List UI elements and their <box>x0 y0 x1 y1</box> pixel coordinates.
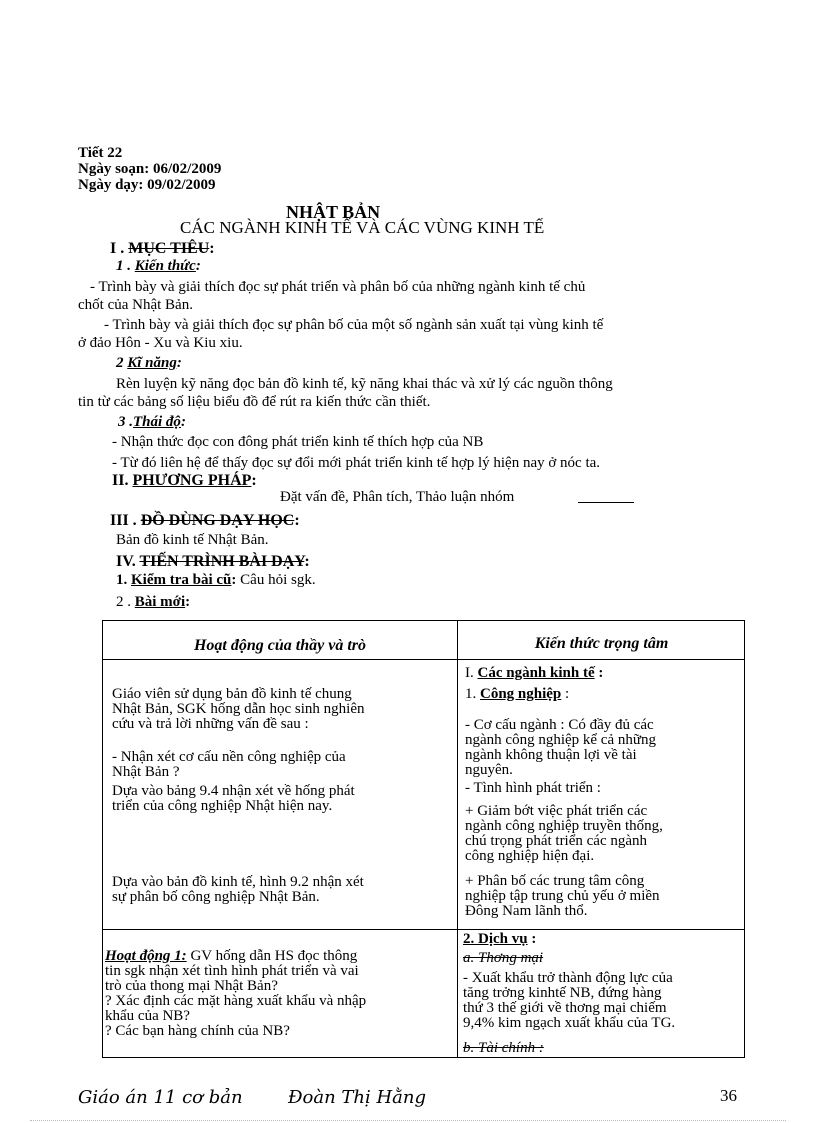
section-procedure <box>116 553 310 571</box>
text-line: ngành công nghiệp truyền thống, <box>465 818 663 834</box>
skills-line-1: Rèn luyện kỹ năng đọc bản đồ kinh tế, kỹ năng khai thác và xử lý các nguồn thông <box>116 376 613 392</box>
heading-services <box>463 932 536 947</box>
text-line: Đông Nam lãnh thổ. <box>465 903 588 919</box>
subsection-heading: Thái độ <box>133 414 181 430</box>
subsection-suffix: : <box>180 414 186 430</box>
section-heading: TIẾN TRÌNH BÀI DẠY <box>139 553 305 570</box>
heading-suffix: : <box>561 686 570 702</box>
text-line: ? Xác định các mặt hàng xuất khẩu và nhập <box>105 993 367 1009</box>
text-line: công nghiệp hiện đại. <box>465 848 595 864</box>
text-line: Giáo viên sử dụng bản đồ kinh tế chung <box>112 686 352 702</box>
table-row-1-activity-para-2 <box>112 750 346 780</box>
section-heading: ĐỒ DÙNG DẠY HỌC <box>140 512 295 529</box>
subsection-prefix: 2 <box>116 355 128 371</box>
heading-trade: a. Thơng mại <box>463 950 544 966</box>
subsection-prefix: 1 . <box>116 258 135 274</box>
subsection-attitude <box>118 414 186 431</box>
knowledge-item-1-line-1: - Trình bày và giải thích đọc sự phát triển và phân bố của những ngành kinh tế chủ <box>90 279 586 295</box>
item-suffix: : <box>231 572 241 588</box>
taught-date: Ngày dạy: 09/02/2009 <box>78 177 216 193</box>
lesson-number: Tiết 22 <box>78 145 123 161</box>
page-title: NHẬT BẢN <box>286 202 381 222</box>
table-header-knowledge: Kiến thức trọng tâm <box>534 635 669 652</box>
subsection-heading: Kĩ năng <box>127 355 177 371</box>
text-line: thứ 3 thế giới về thơng mại chiếm <box>463 1000 667 1016</box>
industry-development-label: - Tình hình phát triển : <box>465 780 601 796</box>
heading-finance: b. Tài chính : <box>463 1040 544 1056</box>
page-subtitle: CÁC NGÀNH KINH TẾ VÀ CÁC VÙNG KINH TẾ <box>180 218 545 237</box>
item-text: Câu hỏi sgk. <box>240 572 316 588</box>
section-objectives <box>110 240 215 258</box>
knowledge-item-2-line-2: ở đảo Hôn - Xu và Kiu xiu. <box>78 335 243 351</box>
heading-industry <box>465 687 569 702</box>
industry-structure <box>465 718 656 778</box>
section-suffix: : <box>251 472 257 489</box>
table-row-1-activity-para-1 <box>112 687 364 732</box>
subsection-prefix: 3 . <box>118 414 133 430</box>
item-suffix: : <box>185 594 191 610</box>
text-line: Nhật Bản, SGK hống dẫn học sinh nghiên <box>112 701 365 717</box>
text-line: Nhật Bản ? <box>112 764 180 780</box>
table-column-divider <box>457 621 458 1057</box>
subsection-suffix: : <box>195 258 201 274</box>
prepared-date: Ngày soạn: 06/02/2009 <box>78 161 222 177</box>
item-label: Kiểm tra bài cũ <box>131 572 232 588</box>
skills-line-2: tin từ các bảng số liệu biểu đồ để rút ra kiến thức cần thiết. <box>78 394 431 410</box>
table-row-1-activity-para-3 <box>112 784 355 814</box>
section-heading: PHƯƠNG PHÁP <box>132 472 252 489</box>
industry-development <box>465 804 663 864</box>
attitude-item-2: - Từ đó liên hệ để thấy đọc sự đổi mới phát triển kinh tế hợp lý hiện nay ở nóc ta. <box>112 455 601 471</box>
section-prefix: IV. <box>116 553 140 570</box>
text-line: cứu và trả lời những vấn đề sau : <box>112 716 309 732</box>
text-line: tin sgk nhận xét tình hình phát triển và vai <box>105 963 359 979</box>
section-suffix: : <box>294 512 300 529</box>
text-line: ? Các bạn hàng chính của NB? <box>105 1023 290 1039</box>
text-line <box>105 949 366 964</box>
text-line: nguyên. <box>465 762 513 778</box>
text-line: - Xuất khẩu trở thành động lực của <box>463 970 673 986</box>
knowledge-item-2-line-1: - Trình bày và giải thích đọc sự phân bố của một số ngành sản xuất tại vùng kinh tế <box>104 317 604 333</box>
text-line: + Phân bố các trung tâm công <box>465 873 645 889</box>
materials-text: Bản đồ kinh tế Nhật Bản. <box>116 532 269 548</box>
knowledge-item-1-line-2: chốt của Nhật Bản. <box>78 297 193 313</box>
section-materials <box>110 512 300 530</box>
subsection-heading: Kiến thức <box>134 258 196 274</box>
heading-text: 2. Dịch vụ <box>463 931 528 947</box>
methods-text: Đặt vấn đề, Phân tích, Thảo luận nhóm <box>280 489 515 505</box>
section-prefix: III . <box>110 512 141 529</box>
trade-text <box>463 971 675 1031</box>
text-line: 9,4% kim ngạch xuất khẩu của TG. <box>463 1015 676 1031</box>
activity-label: Hoạt động 1: <box>105 948 187 964</box>
lesson-table <box>102 620 745 1058</box>
table-header-divider <box>103 659 744 660</box>
section-heading: MỤC TIÊU <box>128 240 210 257</box>
table-row-1-activity-para-4 <box>112 875 364 905</box>
subsection-suffix: : <box>176 355 182 371</box>
underline-rule <box>578 502 634 503</box>
text-line: trò của thong mại Nhật Bản? <box>105 978 278 994</box>
section-suffix: : <box>209 240 215 257</box>
item-prefix: 2 . <box>116 594 135 610</box>
subsection-knowledge <box>116 258 201 275</box>
page-number: 36 <box>720 1086 737 1105</box>
section-prefix: I . <box>110 240 129 257</box>
industry-distribution <box>465 874 660 919</box>
procedure-item-1 <box>116 572 316 589</box>
heading-prefix: I. <box>465 665 478 681</box>
footer-document-title: Giáo án 11 cơ bản <box>78 1087 243 1108</box>
item-label: Bài mới <box>134 594 186 610</box>
text-line: ngành không thuận lợi về tài <box>465 747 637 763</box>
text-line: tăng trởng kinhtế NB, đứng hàng <box>463 985 662 1001</box>
heading-text: Công nghiệp <box>480 686 562 702</box>
heading-suffix: : <box>594 665 604 681</box>
text-line: nghiệp tập trung chủ yếu ở miền <box>465 888 660 904</box>
text-line: Dựa vào bảng 9.4 nhận xét về hống phát <box>112 783 355 799</box>
heading-prefix: 1. <box>465 686 480 702</box>
heading-suffix: : <box>527 931 537 947</box>
heading-text: Các ngành kinh tế <box>477 665 595 681</box>
footer-rule <box>30 1120 786 1121</box>
table-row-divider <box>103 929 744 930</box>
section-methods <box>112 472 257 490</box>
attitude-item-1: - Nhận thức đọc con đông phát triển kinh tế thích hợp của NB <box>112 434 484 450</box>
text-line: + Giảm bớt việc phát triển các <box>465 803 648 819</box>
subsection-skills <box>116 355 182 372</box>
text-line: sự phân bố công nghiệp Nhật Bản. <box>112 889 320 905</box>
text-line: chú trọng phát triển các ngành <box>465 833 648 849</box>
text-line: - Cơ cấu ngành : Có đầy đủ các <box>465 717 654 733</box>
text-line: - Nhận xét cơ cấu nền công nghiệp của <box>112 749 346 765</box>
section-suffix: : <box>304 553 310 570</box>
table-row-2-activity <box>105 949 366 1039</box>
footer-author: Đoàn Thị Hằng <box>288 1087 427 1108</box>
text-line: triển của công nghiệp Nhật hiện nay. <box>112 798 333 814</box>
procedure-item-2 <box>116 594 190 611</box>
item-prefix: 1. <box>116 572 131 588</box>
section-prefix: II. <box>112 472 133 489</box>
table-header-activities: Hoạt động của thầy và trò <box>193 637 366 654</box>
activity-text: GV hống dẫn HS đọc thông <box>186 948 358 964</box>
text-line: Dựa vào bản đồ kinh tế, hình 9.2 nhận xét <box>112 874 364 890</box>
text-line: khẩu của NB? <box>105 1008 190 1024</box>
text-line: ngành công nghiệp kể cả những <box>465 732 656 748</box>
heading-economic-sectors <box>465 666 603 681</box>
